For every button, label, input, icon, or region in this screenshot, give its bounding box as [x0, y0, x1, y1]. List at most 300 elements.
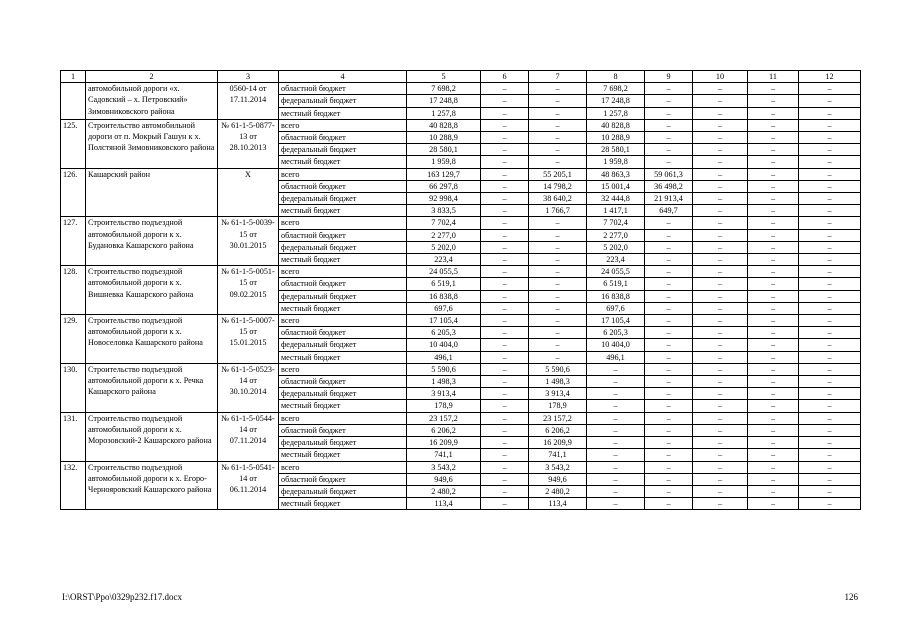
amount-cell: –	[587, 412, 645, 424]
amount-cell: –	[799, 156, 861, 168]
amount-cell: –	[645, 461, 693, 473]
amount-cell: 36 498,2	[645, 180, 693, 192]
amount-cell: –	[645, 412, 693, 424]
amount-cell: 16 838,8	[407, 290, 481, 302]
amount-cell: –	[587, 437, 645, 449]
amount-cell: –	[748, 241, 799, 253]
amount-cell: –	[748, 424, 799, 436]
amount-cell: –	[645, 400, 693, 412]
entry-number: 128.	[61, 266, 86, 315]
amount-cell: 6 206,2	[529, 424, 587, 436]
amount-cell: 17 248,8	[587, 95, 645, 107]
amount-cell: –	[645, 217, 693, 229]
amount-cell: 17 248,8	[407, 95, 481, 107]
amount-cell: 38 640,2	[529, 193, 587, 205]
amount-cell: 3 543,2	[529, 461, 587, 473]
amount-cell: –	[748, 388, 799, 400]
amount-cell: –	[645, 229, 693, 241]
table-row	[61, 461, 861, 473]
amount-cell: –	[645, 473, 693, 485]
amount-cell: –	[693, 278, 748, 290]
amount-cell: 16 209,9	[407, 437, 481, 449]
amount-cell: –	[693, 363, 748, 375]
amount-cell: –	[645, 485, 693, 497]
amount-cell: 2 277,0	[407, 229, 481, 241]
amount-cell: –	[799, 424, 861, 436]
amount-cell: –	[799, 193, 861, 205]
amount-cell: –	[748, 485, 799, 497]
amount-cell: 6 519,1	[407, 278, 481, 290]
amount-cell: –	[645, 376, 693, 388]
amount-cell: –	[693, 205, 748, 217]
amount-cell: –	[481, 327, 529, 339]
amount-cell: –	[481, 168, 529, 180]
amount-cell: –	[481, 461, 529, 473]
amount-cell: –	[481, 400, 529, 412]
header-cell: 6	[481, 71, 529, 83]
amount-cell: –	[748, 376, 799, 388]
entry-number: 131.	[61, 412, 86, 461]
amount-cell: –	[693, 449, 748, 461]
amount-cell: –	[693, 144, 748, 156]
amount-cell: –	[481, 388, 529, 400]
amount-cell: –	[645, 351, 693, 363]
amount-cell: 1 498,3	[407, 376, 481, 388]
amount-cell: 92 998,4	[407, 193, 481, 205]
amount-cell: –	[529, 339, 587, 351]
funding-source: федеральный бюджет	[279, 339, 407, 351]
amount-cell: –	[748, 400, 799, 412]
funding-source: местный бюджет	[279, 302, 407, 314]
amount-cell: 15 001,4	[587, 180, 645, 192]
amount-cell: –	[799, 278, 861, 290]
funding-source: местный бюджет	[279, 254, 407, 266]
amount-cell: 16 838,8	[587, 290, 645, 302]
amount-cell: –	[645, 339, 693, 351]
object-name: Строительство подъездной автомобильной дороги к х. Вишневка Кашарского района	[86, 266, 218, 315]
document-reference: № 61-1-5-0877-13 от 28.10.2013	[218, 119, 279, 168]
amount-cell: –	[481, 156, 529, 168]
amount-cell: –	[645, 241, 693, 253]
amount-cell: –	[693, 217, 748, 229]
amount-cell: –	[693, 290, 748, 302]
amount-cell: –	[645, 278, 693, 290]
amount-cell: 741,1	[407, 449, 481, 461]
amount-cell: –	[693, 132, 748, 144]
amount-cell: –	[481, 339, 529, 351]
amount-cell: –	[481, 217, 529, 229]
entry-number: 126.	[61, 168, 86, 217]
amount-cell: –	[529, 217, 587, 229]
funding-source: федеральный бюджет	[279, 388, 407, 400]
amount-cell: 1 766,7	[529, 205, 587, 217]
amount-cell: –	[693, 193, 748, 205]
amount-cell: –	[587, 400, 645, 412]
amount-cell: –	[748, 351, 799, 363]
amount-cell: –	[799, 315, 861, 327]
funding-source: федеральный бюджет	[279, 485, 407, 497]
amount-cell: –	[799, 107, 861, 119]
amount-cell: 1 959,8	[407, 156, 481, 168]
amount-cell: –	[645, 437, 693, 449]
amount-cell: 178,9	[407, 400, 481, 412]
amount-cell: –	[481, 266, 529, 278]
amount-cell: –	[481, 363, 529, 375]
amount-cell: –	[529, 95, 587, 107]
amount-cell: –	[693, 424, 748, 436]
amount-cell: 28 580,1	[587, 144, 645, 156]
amount-cell: –	[748, 254, 799, 266]
amount-cell: –	[529, 315, 587, 327]
amount-cell: –	[587, 376, 645, 388]
amount-cell: –	[481, 315, 529, 327]
amount-cell: –	[481, 83, 529, 95]
amount-cell: –	[481, 241, 529, 253]
document-reference: № 61-1-5-0039-15 от 30.01.2015	[218, 217, 279, 266]
amount-cell: –	[748, 437, 799, 449]
funding-source: областной бюджет	[279, 83, 407, 95]
amount-cell: 2 480,2	[407, 485, 481, 497]
amount-cell: –	[748, 498, 799, 510]
amount-cell: –	[748, 144, 799, 156]
amount-cell: –	[481, 193, 529, 205]
amount-cell: 3 913,4	[407, 388, 481, 400]
amount-cell: –	[799, 437, 861, 449]
amount-cell: –	[529, 83, 587, 95]
amount-cell: –	[481, 205, 529, 217]
funding-source: федеральный бюджет	[279, 241, 407, 253]
amount-cell: –	[748, 473, 799, 485]
amount-cell: –	[799, 351, 861, 363]
amount-cell: 1 498,3	[529, 376, 587, 388]
amount-cell: –	[529, 144, 587, 156]
amount-cell: –	[645, 302, 693, 314]
amount-cell: 6 205,3	[587, 327, 645, 339]
amount-cell: –	[481, 95, 529, 107]
amount-cell: 113,4	[529, 498, 587, 510]
entry-number	[61, 83, 86, 120]
amount-cell: –	[799, 485, 861, 497]
header-cell: 12	[799, 71, 861, 83]
amount-cell: –	[748, 217, 799, 229]
amount-cell: –	[693, 412, 748, 424]
funding-source: областной бюджет	[279, 278, 407, 290]
amount-cell: –	[587, 363, 645, 375]
amount-cell: –	[799, 498, 861, 510]
amount-cell: 23 157,2	[529, 412, 587, 424]
funding-source: всего	[279, 412, 407, 424]
header-cell: 5	[407, 71, 481, 83]
amount-cell: –	[799, 168, 861, 180]
amount-cell: 5 590,6	[529, 363, 587, 375]
amount-cell: –	[481, 180, 529, 192]
amount-cell: –	[529, 302, 587, 314]
amount-cell: –	[748, 266, 799, 278]
amount-cell: 40 828,8	[587, 119, 645, 131]
document-reference: № 61-1-5-0523-14 от 30.10.2014	[218, 363, 279, 412]
amount-cell: –	[748, 461, 799, 473]
amount-cell: –	[693, 473, 748, 485]
page-number: 126	[844, 592, 858, 602]
amount-cell: –	[481, 278, 529, 290]
amount-cell: –	[481, 144, 529, 156]
amount-cell: –	[799, 254, 861, 266]
amount-cell: –	[481, 473, 529, 485]
funding-source: областной бюджет	[279, 376, 407, 388]
funding-source: областной бюджет	[279, 180, 407, 192]
table-row	[61, 266, 861, 278]
amount-cell: –	[481, 437, 529, 449]
funding-source: федеральный бюджет	[279, 144, 407, 156]
amount-cell: 16 209,9	[529, 437, 587, 449]
amount-cell: –	[645, 290, 693, 302]
amount-cell: 163 129,7	[407, 168, 481, 180]
funding-source: всего	[279, 119, 407, 131]
amount-cell: 55 205,1	[529, 168, 587, 180]
amount-cell: –	[799, 132, 861, 144]
amount-cell: –	[748, 95, 799, 107]
amount-cell: 17 105,4	[587, 315, 645, 327]
amount-cell: 23 157,2	[407, 412, 481, 424]
amount-cell: –	[799, 449, 861, 461]
amount-cell: –	[645, 144, 693, 156]
amount-cell: 17 105,4	[407, 315, 481, 327]
amount-cell: –	[693, 168, 748, 180]
amount-cell: –	[481, 290, 529, 302]
amount-cell: 223,4	[587, 254, 645, 266]
funding-source: федеральный бюджет	[279, 437, 407, 449]
amount-cell: –	[748, 229, 799, 241]
table-row	[61, 168, 861, 180]
header-cell: 7	[529, 71, 587, 83]
table-body	[61, 83, 861, 510]
amount-cell: 40 828,8	[407, 119, 481, 131]
amount-cell: 59 061,3	[645, 168, 693, 180]
amount-cell: 949,6	[529, 473, 587, 485]
amount-cell: 6 205,3	[407, 327, 481, 339]
header-cell: 9	[645, 71, 693, 83]
amount-cell: –	[481, 107, 529, 119]
funding-source: всего	[279, 266, 407, 278]
amount-cell: –	[799, 144, 861, 156]
funding-source: областной бюджет	[279, 132, 407, 144]
amount-cell: 496,1	[407, 351, 481, 363]
amount-cell: –	[587, 388, 645, 400]
amount-cell: –	[748, 168, 799, 180]
table-row	[61, 412, 861, 424]
amount-cell: –	[799, 119, 861, 131]
amount-cell: 24 055,5	[587, 266, 645, 278]
amount-cell: –	[693, 498, 748, 510]
amount-cell: –	[799, 400, 861, 412]
amount-cell: –	[799, 376, 861, 388]
amount-cell: –	[748, 180, 799, 192]
amount-cell: –	[645, 95, 693, 107]
header-cell: 2	[86, 71, 218, 83]
amount-cell: 10 404,0	[587, 339, 645, 351]
amount-cell: –	[481, 254, 529, 266]
amount-cell: –	[645, 132, 693, 144]
amount-cell: –	[481, 424, 529, 436]
amount-cell: –	[645, 388, 693, 400]
amount-cell: 223,4	[407, 254, 481, 266]
funding-source: федеральный бюджет	[279, 193, 407, 205]
amount-cell: –	[481, 498, 529, 510]
amount-cell: 66 297,8	[407, 180, 481, 192]
table-row	[61, 363, 861, 375]
amount-cell: –	[799, 363, 861, 375]
amount-cell: –	[529, 254, 587, 266]
amount-cell: –	[693, 437, 748, 449]
object-name: Строительство подъездной автомобильной дороги к х. Новоселовка Кашарского района	[86, 315, 218, 364]
amount-cell: –	[748, 83, 799, 95]
amount-cell: 3 543,2	[407, 461, 481, 473]
amount-cell: –	[645, 449, 693, 461]
amount-cell: –	[693, 266, 748, 278]
amount-cell: –	[693, 315, 748, 327]
amount-cell: –	[748, 327, 799, 339]
amount-cell: –	[748, 412, 799, 424]
funding-source: областной бюджет	[279, 424, 407, 436]
amount-cell: –	[645, 424, 693, 436]
table-row	[61, 217, 861, 229]
amount-cell: 1 417,1	[587, 205, 645, 217]
amount-cell: 649,7	[645, 205, 693, 217]
amount-cell: –	[481, 132, 529, 144]
amount-cell: 2 480,2	[529, 485, 587, 497]
amount-cell: –	[693, 351, 748, 363]
amount-cell: –	[693, 254, 748, 266]
amount-cell: 6 206,2	[407, 424, 481, 436]
amount-cell: –	[645, 327, 693, 339]
footer-file-path: I:\ORST\Ppo\0329p232.f17.docx	[62, 592, 183, 602]
amount-cell: –	[587, 449, 645, 461]
amount-cell: –	[693, 241, 748, 253]
amount-cell: –	[799, 266, 861, 278]
amount-cell: –	[587, 461, 645, 473]
document-reference: № 61-1-5-0051-15 от 09.02.2015	[218, 266, 279, 315]
amount-cell: 496,1	[587, 351, 645, 363]
amount-cell: 1 959,8	[587, 156, 645, 168]
amount-cell: –	[645, 107, 693, 119]
amount-cell: –	[645, 363, 693, 375]
amount-cell: –	[529, 156, 587, 168]
amount-cell: –	[693, 107, 748, 119]
funding-source: всего	[279, 363, 407, 375]
amount-cell: –	[799, 205, 861, 217]
funding-source: всего	[279, 217, 407, 229]
amount-cell: 7 698,2	[407, 83, 481, 95]
funding-source: областной бюджет	[279, 473, 407, 485]
funding-source: федеральный бюджет	[279, 95, 407, 107]
amount-cell: –	[529, 119, 587, 131]
amount-cell: 21 913,4	[645, 193, 693, 205]
amount-cell: 1 257,8	[407, 107, 481, 119]
amount-cell: –	[645, 83, 693, 95]
amount-cell: –	[693, 119, 748, 131]
amount-cell: –	[481, 119, 529, 131]
header-cell: 11	[748, 71, 799, 83]
amount-cell: –	[693, 485, 748, 497]
amount-cell: 178,9	[529, 400, 587, 412]
amount-cell: –	[799, 327, 861, 339]
table-row	[61, 315, 861, 327]
amount-cell: 7 698,2	[587, 83, 645, 95]
amount-cell: 14 798,2	[529, 180, 587, 192]
amount-cell: 7 702,4	[407, 217, 481, 229]
amount-cell: 28 580,1	[407, 144, 481, 156]
amount-cell: 48 863,3	[587, 168, 645, 180]
amount-cell: –	[748, 107, 799, 119]
amount-cell: –	[529, 290, 587, 302]
object-name: автомобильной дороги «х. Садовский – х. Петровский» Зимовниковского района	[86, 83, 218, 120]
object-name: Строительство подъездной автомобильной дороги к х. Будановка Кашарского района	[86, 217, 218, 266]
funding-source: местный бюджет	[279, 107, 407, 119]
amount-cell: 697,6	[407, 302, 481, 314]
table-row	[61, 83, 861, 95]
amount-cell: –	[799, 83, 861, 95]
amount-cell: –	[799, 290, 861, 302]
amount-cell: –	[587, 473, 645, 485]
header-row	[61, 71, 861, 83]
amount-cell: –	[529, 266, 587, 278]
amount-cell: –	[748, 156, 799, 168]
amount-cell: –	[799, 473, 861, 485]
funding-source: всего	[279, 315, 407, 327]
amount-cell: –	[799, 241, 861, 253]
amount-cell: –	[693, 388, 748, 400]
funding-source: всего	[279, 461, 407, 473]
amount-cell: –	[481, 412, 529, 424]
funding-source: местный бюджет	[279, 156, 407, 168]
amount-cell: –	[645, 266, 693, 278]
document-reference: 0560-14 от 17.11.2014	[218, 83, 279, 120]
amount-cell: –	[799, 180, 861, 192]
amount-cell: –	[748, 290, 799, 302]
amount-cell: –	[748, 205, 799, 217]
amount-cell: –	[529, 132, 587, 144]
funding-source: местный бюджет	[279, 400, 407, 412]
entry-number: 127.	[61, 217, 86, 266]
amount-cell: –	[799, 302, 861, 314]
amount-cell: –	[748, 193, 799, 205]
amount-cell: 5 202,0	[407, 241, 481, 253]
entry-number: 130.	[61, 363, 86, 412]
amount-cell: –	[645, 498, 693, 510]
amount-cell: 5 590,6	[407, 363, 481, 375]
funding-source: областной бюджет	[279, 229, 407, 241]
amount-cell: –	[748, 278, 799, 290]
amount-cell: –	[529, 278, 587, 290]
amount-cell: –	[693, 461, 748, 473]
document-reference: № 61-1-5-0541-14 от 06.11.2014	[218, 461, 279, 510]
amount-cell: –	[748, 363, 799, 375]
header-cell: 4	[279, 71, 407, 83]
object-name: Строительство подъездной автомобильной дороги к х. Егоро-Чернояровский Кашарского района	[86, 461, 218, 510]
object-name: Строительство подъездной автомобильной дороги к х. Морозовский-2 Кашарского района	[86, 412, 218, 461]
amount-cell: –	[481, 351, 529, 363]
amount-cell: –	[693, 339, 748, 351]
amount-cell: –	[799, 95, 861, 107]
funding-source: всего	[279, 168, 407, 180]
amount-cell: 1 257,8	[587, 107, 645, 119]
amount-cell: –	[693, 327, 748, 339]
amount-cell: –	[799, 388, 861, 400]
amount-cell: –	[529, 327, 587, 339]
table-row	[61, 119, 861, 131]
amount-cell: 10 404,0	[407, 339, 481, 351]
amount-cell: 7 702,4	[587, 217, 645, 229]
